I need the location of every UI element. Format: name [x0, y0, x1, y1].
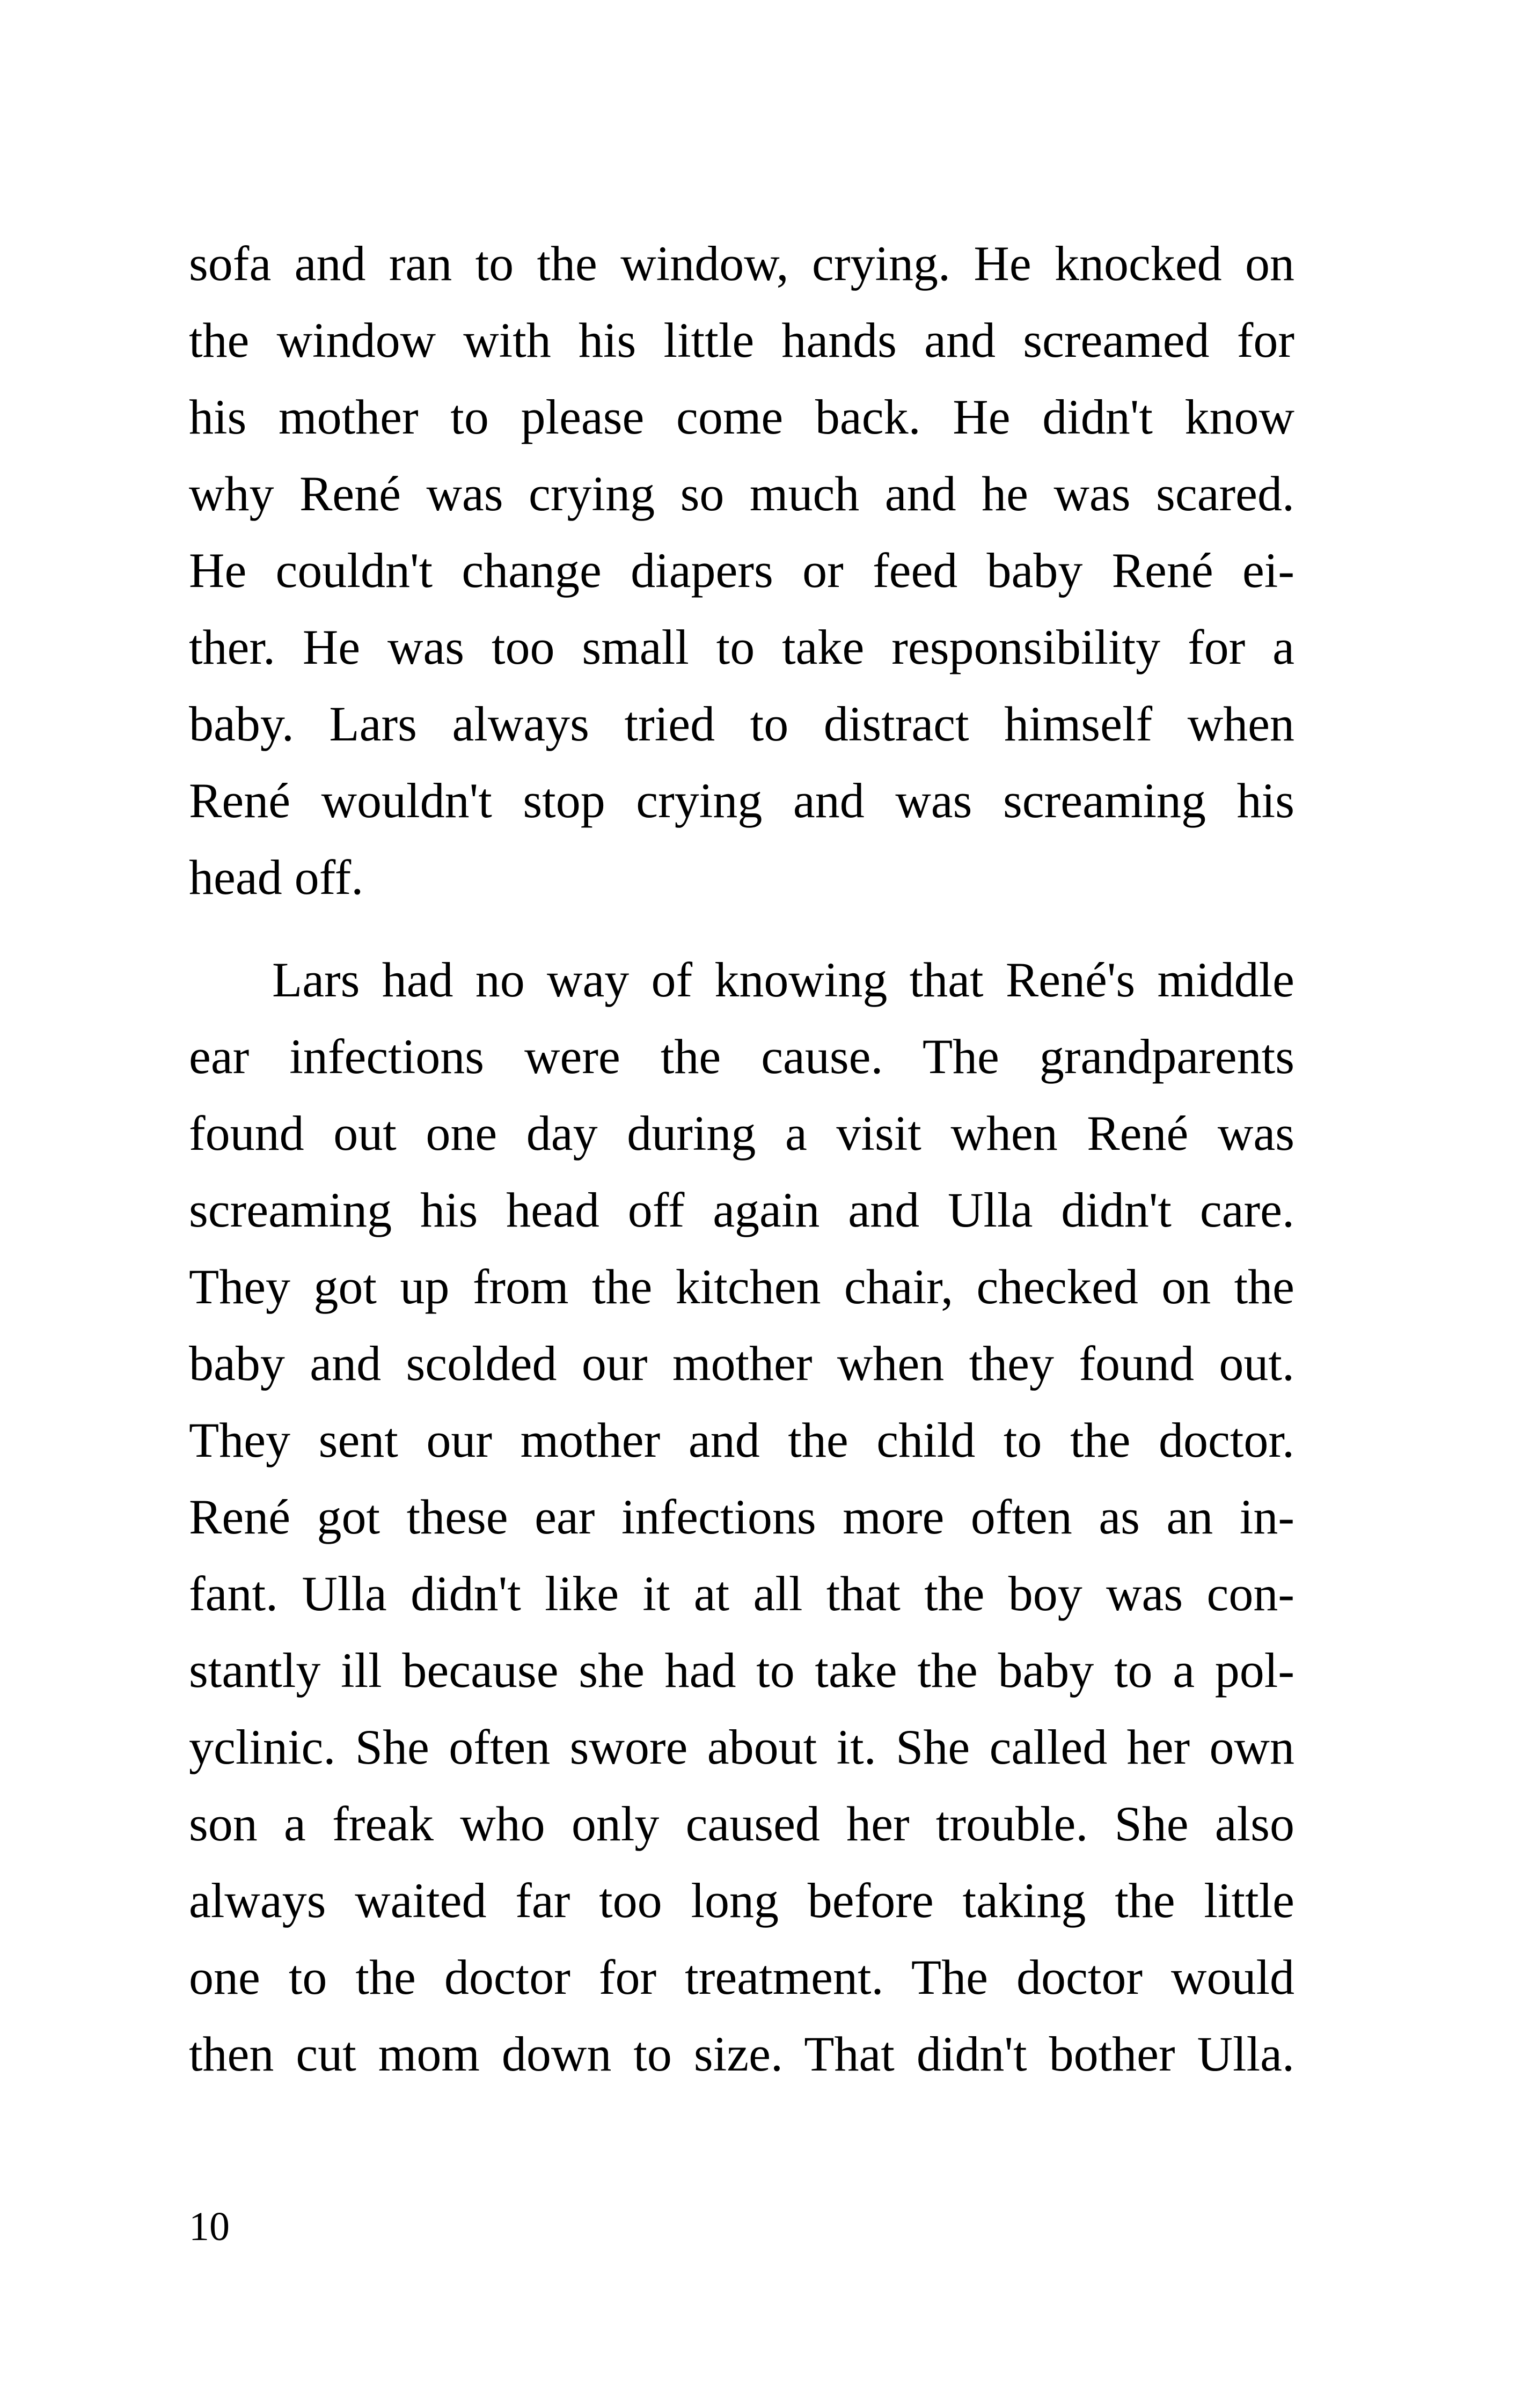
- text-line: He couldn't change diapers or feed baby René ei-: [189, 543, 1294, 598]
- text-line: stantly ill because she had to take the baby to a pol-: [189, 1643, 1294, 1698]
- text-line: one to the doctor for treatment. The doctor would: [189, 1950, 1294, 2005]
- text-line: They got up from the kitchen chair, checked on the: [189, 1259, 1294, 1314]
- text-line: baby. Lars always tried to distract himself when: [189, 696, 1294, 751]
- text-line: his mother to please come back. He didn't know: [189, 390, 1294, 444]
- paragraph-1: [189, 225, 1294, 916]
- text-line: Lars had no way of knowing that René's middle: [272, 952, 1294, 1007]
- text-line: why René was crying so much and he was scared.: [189, 466, 1294, 521]
- page-number: 10: [189, 2204, 230, 2249]
- text-line: screaming his head off again and Ulla didn't care.: [189, 1183, 1294, 1237]
- text-line: fant. Ulla didn't like it at all that the boy was con-: [189, 1566, 1294, 1621]
- text-line: René wouldn't stop crying and was screaming his: [189, 773, 1294, 828]
- text-line: yclinic. She often swore about it. She called her own: [189, 1720, 1294, 1774]
- text-line: found out one day during a visit when René was: [189, 1106, 1294, 1161]
- text-line: ear infections were the cause. The grandparents: [189, 1029, 1294, 1084]
- paragraph-2: [189, 942, 1294, 2093]
- paragraph-spacer: [189, 916, 1294, 942]
- text-line: baby and scolded our mother when they found out.: [189, 1336, 1294, 1391]
- text-line: son a freak who only caused her trouble. She also: [189, 1796, 1294, 1851]
- text-line: the window with his little hands and screamed for: [189, 313, 1294, 368]
- text-line: always waited far too long before taking the little: [189, 1873, 1294, 1928]
- text-line: René got these ear infections more often as an in-: [189, 1489, 1294, 1544]
- text-line: sofa and ran to the window, crying. He knocked on: [189, 236, 1294, 291]
- text-line: then cut mom down to size. That didn't bother Ulla.: [189, 2027, 1294, 2081]
- text-line: They sent our mother and the child to the doctor.: [189, 1413, 1294, 1467]
- text-line: head off.: [189, 850, 364, 905]
- text-line: ther. He was too small to take responsibility for a: [189, 620, 1294, 674]
- body-text: [189, 225, 1294, 2093]
